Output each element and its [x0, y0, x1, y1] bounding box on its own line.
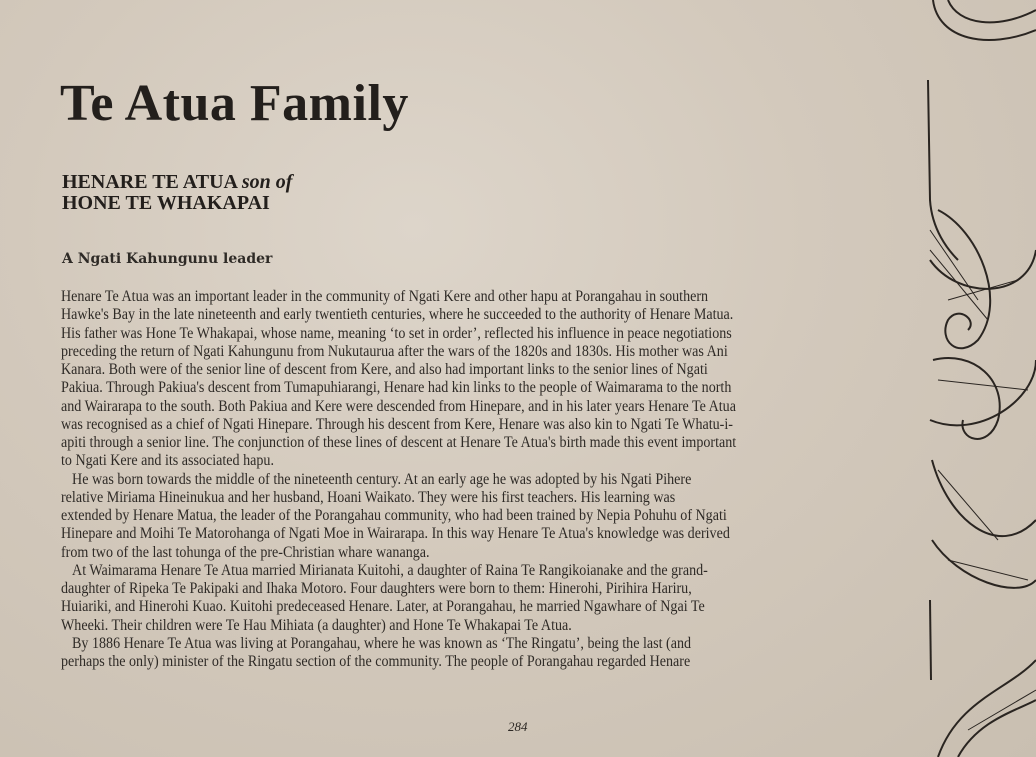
body-line: Hinepare and Moihi Te Matorohanga of Ngati Moe in Wairarapa. In this way Henare Te Atua's knowledge was derived	[61, 525, 730, 543]
heading-relation: son of	[241, 171, 293, 193]
body-line: extended by Henare Matua, the leader of the Porangahau community, who had been trained by Nepia Pohuhu of Ngati	[61, 507, 727, 524]
body-line: and Wairarapa to the south. Both Pakiua and Kere were descended from Hinepare, and in his later years Henare Te Atua	[61, 397, 736, 415]
body-line: Huiariki, and Hinerohi Kuao. Kuitohi predeceased Henare. Later, at Porangahau, he married Ngawhare of Ngai Te	[61, 598, 705, 616]
body-text	[61, 288, 891, 671]
heading-name: HENARE TE ATUA	[62, 171, 237, 193]
body-line: daughter of Ripeka Te Pakipaki and Ihaka Motoro. Four daughters were born to them: Hinerohi, Pirihira Hariru,	[61, 580, 692, 597]
body-line: Henare Te Atua was an important leader in the community of Ngati Kere and other hapu at Porangahau in southern	[61, 288, 709, 305]
body-line: from two of the last tohunga of the pre-Christian whare wananga.	[61, 543, 430, 561]
heading-parent: HONE TE WHAKAPAI	[62, 192, 270, 214]
body-line: relative Miriama Hineinukua and her husband, Hoani Waikato. They were his first teachers. His learning was	[61, 488, 676, 506]
body-line: apiti through a senior line. The conjunction of these lines of descent at Henare Te Atua's birth made this event important	[61, 434, 737, 451]
lead-heading: A Ngati Kahungunu leader	[62, 251, 273, 267]
page-number: 284	[508, 719, 528, 734]
body-line: At Waimarama Henare Te Atua married Mirianata Kuitohi, a daughter of Raina Te Rangikoianake and the grand-	[72, 561, 708, 579]
body-line: By 1886 Henare Te Atua was living at Porangahau, where he was known as ‘The Ringatu’, being the last (and	[72, 634, 692, 652]
maori-carving-ornament-icon	[918, 0, 1036, 757]
body-line: He was born towards the middle of the nineteenth century. At an early age he was adopted by his Ngati Pihere	[72, 470, 692, 488]
body-line: Pakiua. Through Pakiua's descent from Tumapuhiarangi, Henare had kin links to the people of Waimarama to the north	[61, 379, 732, 397]
body-line: perhaps the only) minister of the Ringatu section of the community. The people of Porangahau regarded Henare	[61, 653, 691, 670]
body-line: was recognised as a chief of Ngati Hinepare. Through his descent from Kere, Henare was also kin to Ngati Te Whatu-i-	[61, 415, 733, 433]
body-line: Kanara. Both were of the senior line of descent from Kere, and also had important links to the senior lines of Ngati	[61, 361, 708, 378]
body-line: Wheeki. Their children were Te Hau Mihiata (a daughter) and Hone Te Whakapai Te Atua.	[61, 616, 572, 634]
body-line: His father was Hone Te Whakapai, whose name, meaning ‘to set in order’, reflected his influence in peace negotiations	[61, 324, 732, 342]
body-line: to Ngati Kere and its associated hapu.	[61, 452, 274, 470]
body-line: Hawke's Bay in the late nineteenth and early twentieth centuries, where he succeeded to the authority of Henare Matua.	[61, 306, 734, 324]
body-line: preceding the return of Ngati Kahungunu from Nukutaurua after the wars of the 1820s and 1830s. His mother was Ani	[61, 342, 728, 360]
page-title: Te Atua Family	[60, 75, 409, 132]
section-heading	[62, 172, 292, 214]
